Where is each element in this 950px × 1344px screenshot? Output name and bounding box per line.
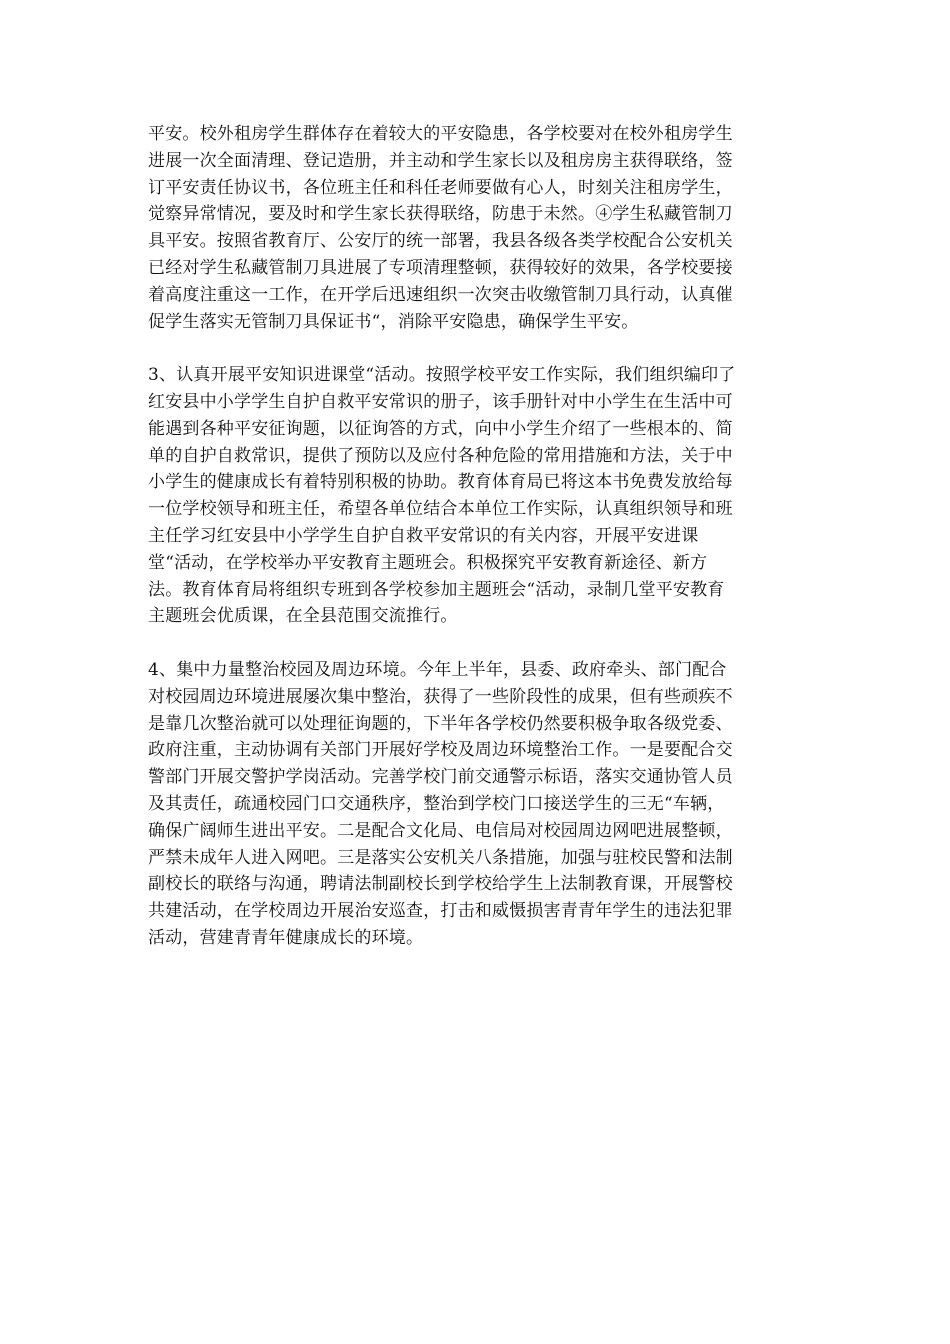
text-line: 主题班会优质课，在全县范围交流推行。 — [148, 606, 458, 627]
text-line: 是靠几次整治就可以处理征询题的，下半年各学校仍然要积极争取各级党委、 — [148, 713, 733, 734]
text-line: 法。教育体育局将组织专班到各学校参加主题班会“活动，录制几堂平安教育 — [148, 579, 725, 600]
text-line: 主任学习红安县中小学学生自护自救平安常识的有关内容，开展平安进课 — [148, 525, 699, 546]
text-line: 红安县中小学学生自护自救平安常识的册子，该手册针对中小学生在生活中可 — [148, 391, 733, 412]
text-line: 警部门开展交警护学岗活动。完善学校门前交通警示标语，落实交通协管人员 — [148, 767, 733, 788]
text-line: 促学生落实无管制刀具保证书“，消除平安隐患，确保学生平安。 — [148, 311, 639, 332]
text-line: 共建活动，在学校周边开展治安巡查，打击和威慑损害青青年学生的违法犯罪 — [148, 901, 733, 922]
text-line: 小学生的健康成长有着特别积极的协助。教育体育局已将这本书免费发放给每 — [148, 472, 733, 493]
text-line: 及其责任，疏通校园门口交通秩序，整治到学校门口接送学生的三无“车辆， — [148, 793, 725, 814]
document-body — [148, 121, 808, 979]
text-line: 3、认真开展平安知识进课堂“活动。按照学校平安工作实际，我们组织编印了 — [148, 365, 736, 386]
paragraph-campus-environment — [148, 657, 808, 952]
text-line: 副校长的联络与沟通，聘请法制副校长到学校给学生上法制教育课，开展警校 — [148, 874, 733, 895]
text-line: 进展一次全面清理、登记造册，并主动和学生家长以及租房房主获得联络，签 — [148, 150, 733, 171]
text-line: 堂“活动，在学校举办平安教育主题班会。积极探究平安教育新途径、新方 — [148, 552, 708, 573]
text-line: 单的自护自救常识，提供了预防以及应付各种危险的常用措施和方法，关于中 — [148, 445, 733, 466]
text-line: 具平安。按照省教育厅、公安厅的统一部署，我县各级各类学校配合公安机关 — [148, 231, 733, 252]
text-line: 严禁未成年人进入网吧。三是落实公安机关八条措施，加强与驻校民警和法制 — [148, 847, 733, 868]
text-line: 平安。校外租房学生群体存在着较大的平安隐患，各学校要对在校外租房学生 — [148, 124, 733, 144]
text-line: 政府注重，主动协调有关部门开展好学校及周边环境整治工作。一是要配合交 — [148, 740, 733, 761]
text-line: 确保广阔师生进出平安。二是配合文化局、电信局对校园周边网吧进展整顿， — [148, 820, 733, 841]
text-line: 已经对学生私藏管制刀具进展了专项清理整顿，获得较好的效果，各学校要接 — [148, 257, 733, 278]
paragraph-campus-safety-continued — [148, 121, 808, 335]
text-line: 能遇到各种平安征询题，以征询答的方式，向中小学生介绍了一些根本的、简 — [148, 418, 733, 439]
text-line: 着高度注重这一工作，在开学后迅速组织一次突击收缴管制刀具行动，认真催 — [148, 284, 733, 305]
text-line: 觉察异常情况，要及时和学生家长获得联络，防患于未然。④学生私藏管制刀 — [148, 204, 733, 225]
text-line: 4、集中力量整治校园及周边环境。今年上半年，县委、政府牵头、部门配合 — [148, 659, 727, 680]
text-line: 对校园周边环境进展屡次集中整治，获得了一些阶段性的成果，但有些顽疾不 — [148, 686, 733, 707]
text-line: 活动，营建青青年健康成长的环境。 — [148, 927, 424, 948]
text-line: 订平安责任协议书，各位班主任和科任老师要做有心人，时刻关注租房学生， — [148, 177, 733, 198]
paragraph-safety-knowledge-classroom — [148, 362, 808, 630]
text-line: 一位学校领导和班主任，希望各单位结合本单位工作实际，认真组织领导和班 — [148, 499, 733, 520]
